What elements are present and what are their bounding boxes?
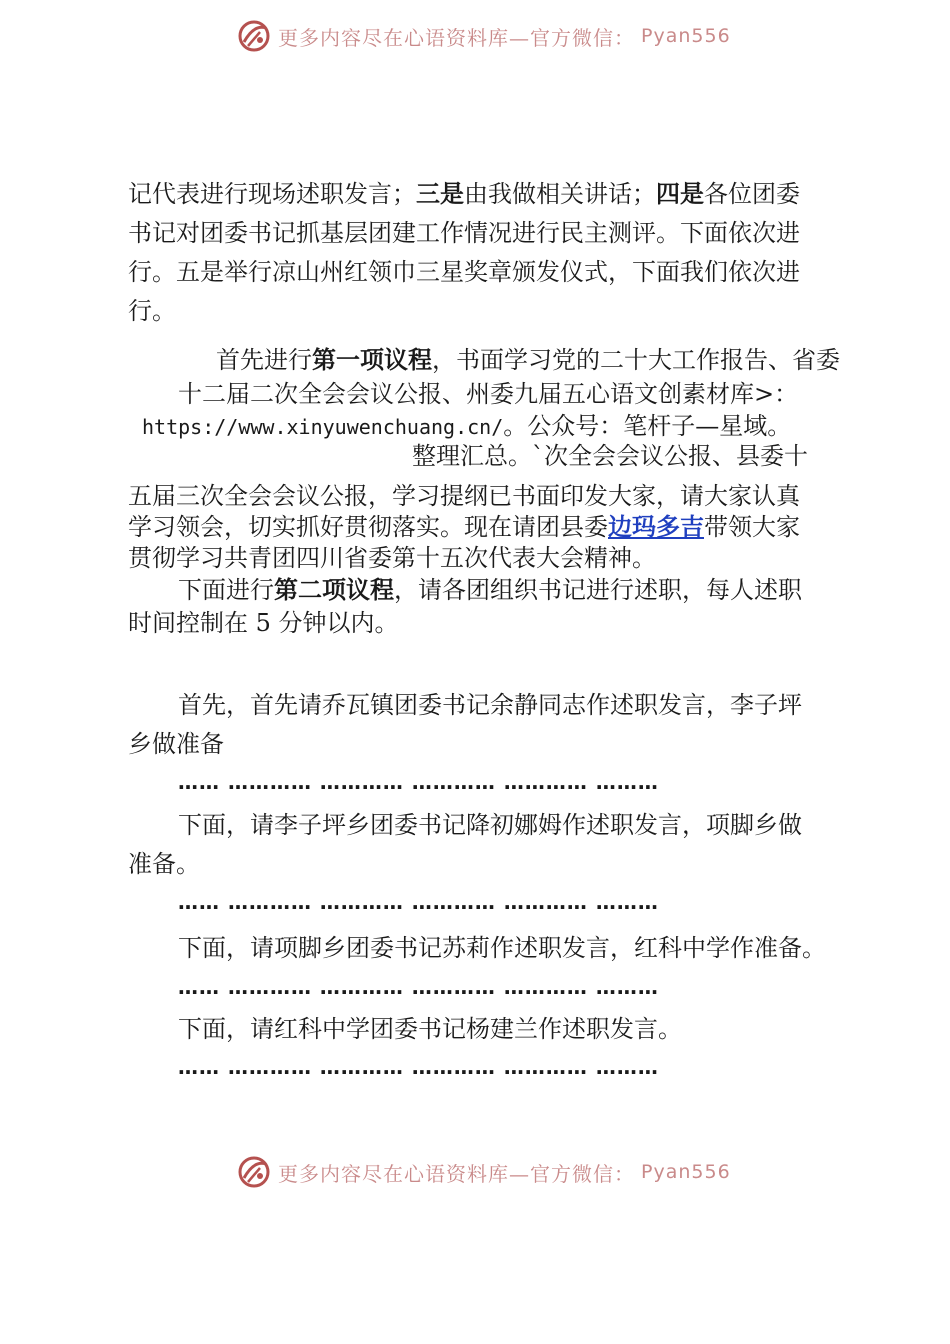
header-banner-text: 更多内容尽在心语资料库—官方微信：	[278, 25, 635, 50]
footer-watermark-banner	[236, 1152, 731, 1192]
p2-line-2: 十二届二次全会会议公报、州委九届五心语文创素材库>：	[178, 380, 799, 408]
p5-line-1: 下面，请李子坪乡团委书记降初娜姆作述职发言，项脚乡做	[178, 811, 802, 839]
p5-line-2: 准备。	[128, 850, 200, 878]
p6-line-1: 下面，请项脚乡团委书记苏莉作述职发言，红科中学作准备。	[178, 934, 826, 962]
footer-banner-text: 更多内容尽在心语资料库—官方微信：	[278, 1161, 635, 1186]
p3-line-1: 下面进行第二项议程，请各团组织书记进行述职，每人述职	[178, 576, 802, 604]
p4-line-1: 首先，首先请乔瓦镇团委书记余静同志作述职发言，李子坪	[178, 691, 802, 719]
p1-line-2: 书记对团委书记抓基层团建工作情况进行民主测评。下面依次进	[128, 219, 800, 247]
ellipsis-separator: …… ………… ………… ………… ………… ………	[178, 975, 659, 999]
p2-line-5: 五届三次全会会议公报，学习提纲已书面印发大家，请大家认真	[128, 482, 800, 510]
p3-line-2: 时间控制在 5 分钟以内。	[128, 609, 399, 637]
person-link-bianma-duoji[interactable]: 边玛多吉	[608, 513, 704, 541]
p1-line-1: 记代表进行现场述职发言；三是由我做相关讲话；四是各位团委	[128, 180, 800, 208]
header-watermark-banner	[236, 16, 731, 56]
brand-logo-icon	[236, 1154, 272, 1190]
p4-line-2: 乡做准备	[128, 730, 224, 758]
p2-line-3: https://www.xinyuwenchuang.cn/。公众号：笔杆子—星域。	[142, 412, 792, 440]
p1-line-3: 行。五是举行凉山州红领巾三星奖章颁发仪式，下面我们依次进	[128, 258, 800, 286]
p7-line-1: 下面，请红科中学团委书记杨建兰作述职发言。	[178, 1015, 682, 1043]
p2-line-1: 首先进行第一项议程，书面学习党的二十大工作报告、省委	[216, 346, 840, 374]
ellipsis-separator: …… ………… ………… ………… ………… ………	[178, 890, 659, 914]
header-banner-wechat-id: Pyan556	[641, 25, 731, 47]
p2-line-4: 整理汇总。`次全会会议公报、县委十	[412, 442, 808, 470]
p2-line-6: 学习领会，切实抓好贯彻落实。现在请团县委边玛多吉带领大家	[128, 513, 800, 541]
ellipsis-separator: …… ………… ………… ………… ………… ………	[178, 770, 659, 794]
p1-line-4: 行。	[128, 297, 176, 325]
p2-line-7: 贯彻学习共青团四川省委第十五次代表大会精神。	[128, 544, 656, 572]
ellipsis-separator: …… ………… ………… ………… ………… ………	[178, 1055, 659, 1079]
brand-logo-icon	[236, 18, 272, 54]
footer-banner-wechat-id: Pyan556	[641, 1161, 731, 1183]
